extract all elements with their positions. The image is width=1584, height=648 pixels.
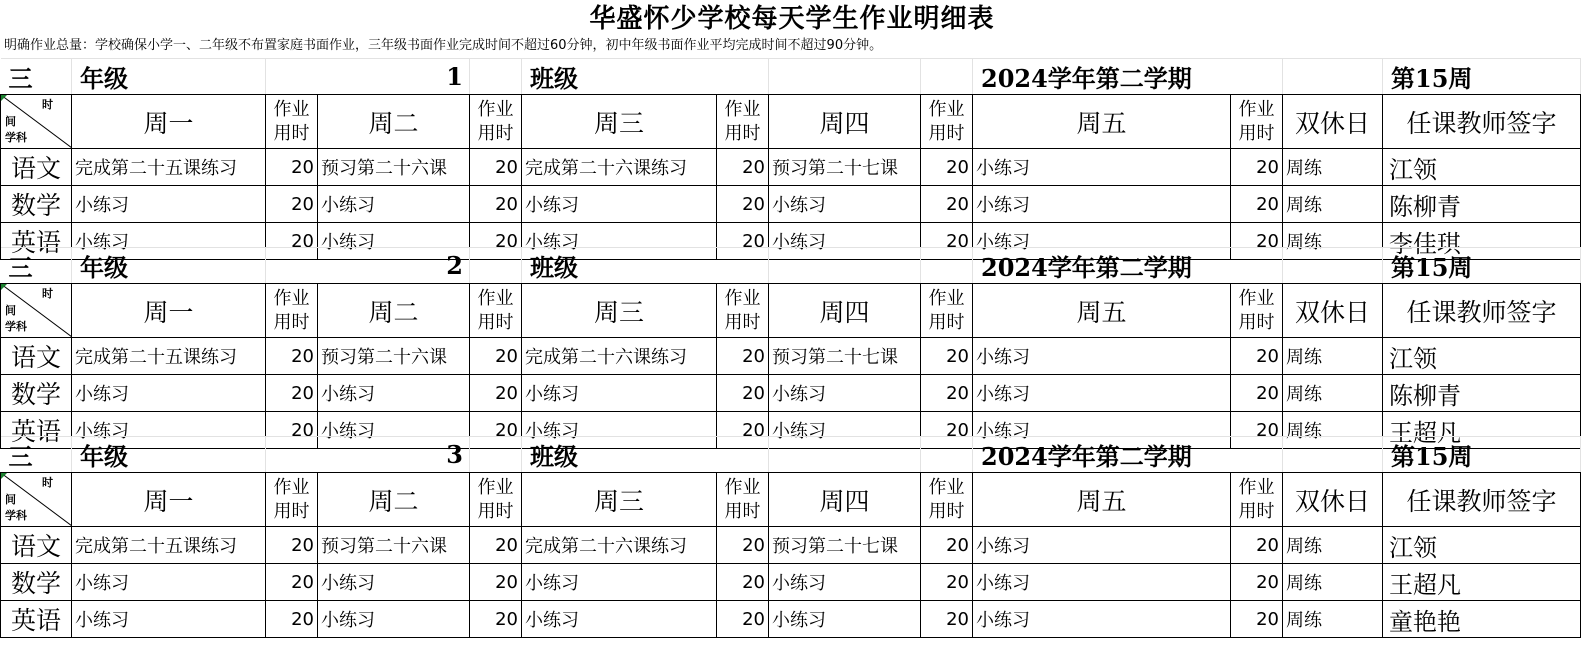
corner-time-label: 时	[42, 476, 53, 489]
homework-task-cell[interactable]: 完成第二十六课练习	[522, 149, 717, 186]
class-schedule-table	[0, 58, 1581, 260]
day-header: 周三	[522, 284, 717, 338]
minutes-cell[interactable]: 20	[921, 375, 973, 412]
minutes-cell[interactable]: 20	[1231, 186, 1283, 223]
homework-task-cell[interactable]: 预习第二十七课	[769, 149, 921, 186]
time-used-line2: 用时	[928, 500, 965, 522]
homework-task-cell[interactable]: 小练习	[769, 564, 921, 601]
corner-subject-label: 学科	[5, 509, 27, 522]
minutes-cell[interactable]: 20	[470, 149, 522, 186]
grade-value: 三	[1, 59, 72, 95]
spacer-cell	[769, 248, 921, 284]
sheet-title: 华盛怀少学校每天学生作业明细表	[589, 4, 995, 34]
minutes-cell[interactable]: 20	[921, 186, 973, 223]
minutes-cell[interactable]: 20	[717, 186, 769, 223]
minutes-cell[interactable]: 20	[266, 186, 318, 223]
time-used-header	[1231, 284, 1283, 338]
day-header: 周五	[973, 95, 1231, 149]
time-used-header	[470, 284, 522, 338]
corner-time-label: 时	[42, 98, 53, 111]
homework-task-cell[interactable]: 小练习	[522, 564, 717, 601]
teacher-signature-cell[interactable]: 江领	[1383, 338, 1581, 375]
time-used-line1: 作业	[724, 287, 761, 309]
homework-task-cell[interactable]: 完成第二十五课练习	[72, 338, 266, 375]
teacher-signature-header: 任课教师签字	[1383, 473, 1581, 527]
class-number: 3	[266, 437, 470, 473]
homework-task-cell[interactable]: 小练习	[318, 601, 470, 638]
week-number: 第15周	[1383, 248, 1581, 284]
homework-task-cell[interactable]: 完成第二十五课练习	[72, 149, 266, 186]
subject-row	[1, 149, 1581, 186]
day-header-row	[1, 95, 1581, 149]
teacher-signature-cell[interactable]: 陈柳青	[1383, 186, 1581, 223]
minutes-cell[interactable]: 20	[717, 527, 769, 564]
minutes-cell[interactable]: 20	[1231, 375, 1283, 412]
minutes-cell[interactable]: 20	[717, 412, 769, 449]
time-used-line1: 作业	[928, 98, 965, 120]
corner-time-label: 时	[42, 287, 53, 300]
time-used-line2: 用时	[477, 500, 514, 522]
teacher-signature-cell[interactable]: 江领	[1383, 149, 1581, 186]
time-used-header	[1231, 473, 1283, 527]
minutes-cell[interactable]: 20	[717, 564, 769, 601]
diagonal-header-cell	[1, 95, 72, 149]
day-header: 周四	[769, 473, 921, 527]
minutes-cell[interactable]: 20	[921, 527, 973, 564]
homework-task-cell[interactable]: 小练习	[973, 412, 1231, 449]
subject-name: 数学	[1, 186, 72, 223]
teacher-signature-cell[interactable]: 王超凡	[1383, 412, 1581, 449]
subject-name: 数学	[1, 564, 72, 601]
minutes-cell[interactable]: 20	[717, 338, 769, 375]
teacher-signature-cell[interactable]: 童艳艳	[1383, 601, 1581, 638]
homework-task-cell[interactable]: 预习第二十六课	[318, 338, 470, 375]
subject-name: 语文	[1, 338, 72, 375]
homework-task-cell[interactable]: 小练习	[72, 601, 266, 638]
day-header: 周四	[769, 284, 921, 338]
time-used-line2: 用时	[273, 122, 310, 144]
class-number: 1	[266, 59, 470, 95]
weekend-header: 双休日	[1283, 95, 1383, 149]
homework-task-cell[interactable]: 小练习	[72, 375, 266, 412]
weekend-task-cell[interactable]: 周练	[1283, 149, 1383, 186]
minutes-cell[interactable]: 20	[1231, 149, 1283, 186]
spacer-cell	[769, 437, 921, 473]
week-number: 第15周	[1383, 437, 1581, 473]
time-used-header	[717, 284, 769, 338]
time-used-line1: 作业	[477, 287, 514, 309]
term-label: 2024学年第二学期	[973, 248, 1283, 284]
homework-task-cell[interactable]: 小练习	[318, 412, 470, 449]
minutes-cell[interactable]: 20	[1231, 601, 1283, 638]
time-used-line2: 用时	[724, 500, 761, 522]
homework-task-cell[interactable]: 小练习	[72, 412, 266, 449]
homework-task-cell[interactable]: 小练习	[318, 564, 470, 601]
day-header: 周一	[72, 284, 266, 338]
homework-task-cell[interactable]: 小练习	[522, 223, 717, 260]
spacer-cell	[470, 248, 522, 284]
minutes-cell[interactable]: 20	[1231, 564, 1283, 601]
homework-task-cell[interactable]: 小练习	[769, 601, 921, 638]
minutes-cell[interactable]: 20	[1231, 223, 1283, 260]
time-used-line1: 作业	[1238, 98, 1275, 120]
minutes-cell[interactable]: 20	[470, 375, 522, 412]
time-used-line2: 用时	[1238, 311, 1275, 333]
homework-task-cell[interactable]: 预习第二十七课	[769, 527, 921, 564]
weekend-task-cell[interactable]: 周练	[1283, 375, 1383, 412]
homework-task-cell[interactable]: 小练习	[522, 412, 717, 449]
time-used-line2: 用时	[1238, 500, 1275, 522]
subject-name: 英语	[1, 223, 72, 260]
spacer-cell	[921, 248, 973, 284]
homework-task-cell[interactable]: 完成第二十五课练习	[72, 527, 266, 564]
minutes-cell[interactable]: 20	[266, 601, 318, 638]
minutes-cell[interactable]: 20	[266, 375, 318, 412]
weekend-task-cell[interactable]: 周练	[1283, 412, 1383, 449]
weekend-header: 双休日	[1283, 284, 1383, 338]
weekend-task-cell[interactable]: 周练	[1283, 186, 1383, 223]
class-label: 班级	[522, 59, 769, 95]
time-used-line2: 用时	[1238, 122, 1275, 144]
homework-task-cell[interactable]: 小练习	[973, 186, 1231, 223]
corner-jian-label: 间	[5, 493, 16, 506]
time-used-line2: 用时	[928, 311, 965, 333]
subject-row	[1, 601, 1581, 638]
spacer-cell	[470, 437, 522, 473]
homework-task-cell[interactable]: 小练习	[973, 375, 1231, 412]
time-used-line2: 用时	[273, 311, 310, 333]
time-used-line1: 作业	[1238, 287, 1275, 309]
minutes-cell[interactable]: 20	[717, 223, 769, 260]
day-header: 周四	[769, 95, 921, 149]
homework-task-cell[interactable]: 小练习	[973, 527, 1231, 564]
minutes-cell[interactable]: 20	[921, 412, 973, 449]
day-header: 周五	[973, 284, 1231, 338]
time-used-line1: 作业	[724, 98, 761, 120]
homework-task-cell[interactable]: 小练习	[973, 564, 1231, 601]
day-header: 周二	[318, 95, 470, 149]
homework-task-cell[interactable]: 小练习	[769, 186, 921, 223]
class-number: 2	[266, 248, 470, 284]
minutes-cell[interactable]: 20	[717, 601, 769, 638]
homework-task-cell[interactable]: 预习第二十六课	[318, 527, 470, 564]
minutes-cell[interactable]: 20	[266, 527, 318, 564]
week-number: 第15周	[1383, 59, 1581, 95]
homework-task-cell[interactable]: 预习第二十六课	[318, 149, 470, 186]
time-used-line1: 作业	[928, 287, 965, 309]
weekend-task-cell[interactable]: 周练	[1283, 338, 1383, 375]
homework-task-cell[interactable]: 完成第二十六课练习	[522, 338, 717, 375]
subject-row	[1, 338, 1581, 375]
time-used-line2: 用时	[724, 122, 761, 144]
time-used-header	[266, 95, 318, 149]
minutes-cell[interactable]: 20	[266, 338, 318, 375]
grade-value: 三	[1, 248, 72, 284]
minutes-cell[interactable]: 20	[470, 223, 522, 260]
day-header-row	[1, 284, 1581, 338]
homework-task-cell[interactable]: 小练习	[318, 186, 470, 223]
spacer-cell	[921, 59, 973, 95]
homework-task-cell[interactable]: 小练习	[973, 223, 1231, 260]
term-label: 2024学年第二学期	[973, 437, 1283, 473]
teacher-signature-header: 任课教师签字	[1383, 95, 1581, 149]
time-used-header	[717, 473, 769, 527]
homework-task-cell[interactable]: 小练习	[769, 375, 921, 412]
time-used-line1: 作业	[273, 98, 310, 120]
time-used-line2: 用时	[724, 311, 761, 333]
minutes-cell[interactable]: 20	[717, 375, 769, 412]
subject-row	[1, 527, 1581, 564]
corner-subject-label: 学科	[5, 320, 27, 333]
time-used-line1: 作业	[724, 476, 761, 498]
weekend-task-cell[interactable]: 周练	[1283, 223, 1383, 260]
spacer-cell	[470, 59, 522, 95]
spacer-cell	[1283, 59, 1383, 95]
time-used-line1: 作业	[477, 476, 514, 498]
minutes-cell[interactable]: 20	[470, 601, 522, 638]
homework-task-cell[interactable]: 小练习	[973, 149, 1231, 186]
spacer-cell	[921, 437, 973, 473]
time-used-header	[266, 284, 318, 338]
weekend-header: 双休日	[1283, 473, 1383, 527]
homework-task-cell[interactable]: 小练习	[769, 412, 921, 449]
grade-label: 年级	[72, 437, 266, 473]
spacer-cell	[1283, 248, 1383, 284]
class-schedule-table	[0, 436, 1581, 638]
weekend-task-cell[interactable]: 周练	[1283, 564, 1383, 601]
subject-row	[1, 186, 1581, 223]
homework-task-cell[interactable]: 小练习	[72, 564, 266, 601]
time-used-header	[717, 95, 769, 149]
time-used-header	[921, 95, 973, 149]
time-used-line1: 作业	[273, 476, 310, 498]
subject-name: 语文	[1, 149, 72, 186]
homework-task-cell[interactable]: 小练习	[72, 186, 266, 223]
diagonal-header-cell	[1, 284, 72, 338]
homework-task-cell[interactable]: 小练习	[769, 223, 921, 260]
teacher-signature-cell[interactable]: 江领	[1383, 527, 1581, 564]
minutes-cell[interactable]: 20	[1231, 338, 1283, 375]
corner-jian-label: 间	[5, 115, 16, 128]
minutes-cell[interactable]: 20	[266, 412, 318, 449]
minutes-cell[interactable]: 20	[266, 564, 318, 601]
minutes-cell[interactable]: 20	[470, 412, 522, 449]
subject-name: 数学	[1, 375, 72, 412]
time-used-header	[921, 473, 973, 527]
minutes-cell[interactable]: 20	[470, 564, 522, 601]
homework-task-cell[interactable]: 小练习	[973, 338, 1231, 375]
homework-task-cell[interactable]: 小练习	[522, 601, 717, 638]
homework-policy-note: 明确作业总量：学校确保小学一、二年级不布置家庭书面作业，三年级书面作业完成时间不超过60分钟，初中年级书面作业平均完成时间不超过90分钟。	[4, 38, 883, 53]
minutes-cell[interactable]: 20	[921, 564, 973, 601]
time-used-line1: 作业	[477, 98, 514, 120]
day-header: 周三	[522, 473, 717, 527]
class-schedule-table	[0, 247, 1581, 449]
time-used-line1: 作业	[273, 287, 310, 309]
day-header-row	[1, 473, 1581, 527]
homework-task-cell[interactable]: 小练习	[522, 375, 717, 412]
homework-task-cell[interactable]: 小练习	[318, 375, 470, 412]
minutes-cell[interactable]: 20	[470, 338, 522, 375]
homework-task-cell[interactable]: 小练习	[973, 601, 1231, 638]
homework-task-cell[interactable]: 小练习	[522, 186, 717, 223]
minutes-cell[interactable]: 20	[921, 223, 973, 260]
time-used-line2: 用时	[928, 122, 965, 144]
class-label: 班级	[522, 437, 769, 473]
homework-task-cell[interactable]: 小练习	[72, 223, 266, 260]
minutes-cell[interactable]: 20	[266, 149, 318, 186]
day-header: 周二	[318, 284, 470, 338]
minutes-cell[interactable]: 20	[921, 601, 973, 638]
day-header: 周二	[318, 473, 470, 527]
minutes-cell[interactable]: 20	[921, 338, 973, 375]
grade-label: 年级	[72, 59, 266, 95]
class-info-row	[1, 59, 1581, 95]
time-used-header	[266, 473, 318, 527]
day-header: 周五	[973, 473, 1231, 527]
minutes-cell[interactable]: 20	[1231, 527, 1283, 564]
minutes-cell[interactable]: 20	[266, 223, 318, 260]
subject-row	[1, 564, 1581, 601]
subject-row	[1, 375, 1581, 412]
minutes-cell[interactable]: 20	[1231, 412, 1283, 449]
time-used-header	[1231, 95, 1283, 149]
weekend-task-cell[interactable]: 周练	[1283, 601, 1383, 638]
time-used-line1: 作业	[1238, 476, 1275, 498]
time-used-header	[470, 473, 522, 527]
teacher-signature-cell[interactable]: 陈柳青	[1383, 375, 1581, 412]
day-header: 周一	[72, 473, 266, 527]
corner-jian-label: 间	[5, 304, 16, 317]
class-label: 班级	[522, 248, 769, 284]
minutes-cell[interactable]: 20	[470, 527, 522, 564]
class-info-row	[1, 248, 1581, 284]
minutes-cell[interactable]: 20	[717, 149, 769, 186]
weekend-task-cell[interactable]: 周练	[1283, 527, 1383, 564]
time-used-line2: 用时	[273, 500, 310, 522]
subject-name: 英语	[1, 412, 72, 449]
subject-name: 语文	[1, 527, 72, 564]
time-used-line1: 作业	[928, 476, 965, 498]
teacher-signature-cell[interactable]: 王超凡	[1383, 564, 1581, 601]
spacer-cell	[769, 59, 921, 95]
spacer-cell	[1283, 437, 1383, 473]
term-label: 2024学年第二学期	[973, 59, 1283, 95]
diagonal-header-cell	[1, 473, 72, 527]
time-used-line2: 用时	[477, 311, 514, 333]
grade-value: 三	[1, 437, 72, 473]
homework-task-cell[interactable]: 完成第二十六课练习	[522, 527, 717, 564]
teacher-signature-header: 任课教师签字	[1383, 284, 1581, 338]
teacher-signature-cell[interactable]: 李佳琪	[1383, 223, 1581, 260]
homework-task-cell[interactable]: 小练习	[318, 223, 470, 260]
class-info-row	[1, 437, 1581, 473]
time-used-header	[921, 284, 973, 338]
minutes-cell[interactable]: 20	[921, 149, 973, 186]
day-header: 周三	[522, 95, 717, 149]
homework-task-cell[interactable]: 预习第二十七课	[769, 338, 921, 375]
time-used-line2: 用时	[477, 122, 514, 144]
corner-subject-label: 学科	[5, 131, 27, 144]
subject-name: 英语	[1, 601, 72, 638]
minutes-cell[interactable]: 20	[470, 186, 522, 223]
day-header: 周一	[72, 95, 266, 149]
grade-label: 年级	[72, 248, 266, 284]
time-used-header	[470, 95, 522, 149]
